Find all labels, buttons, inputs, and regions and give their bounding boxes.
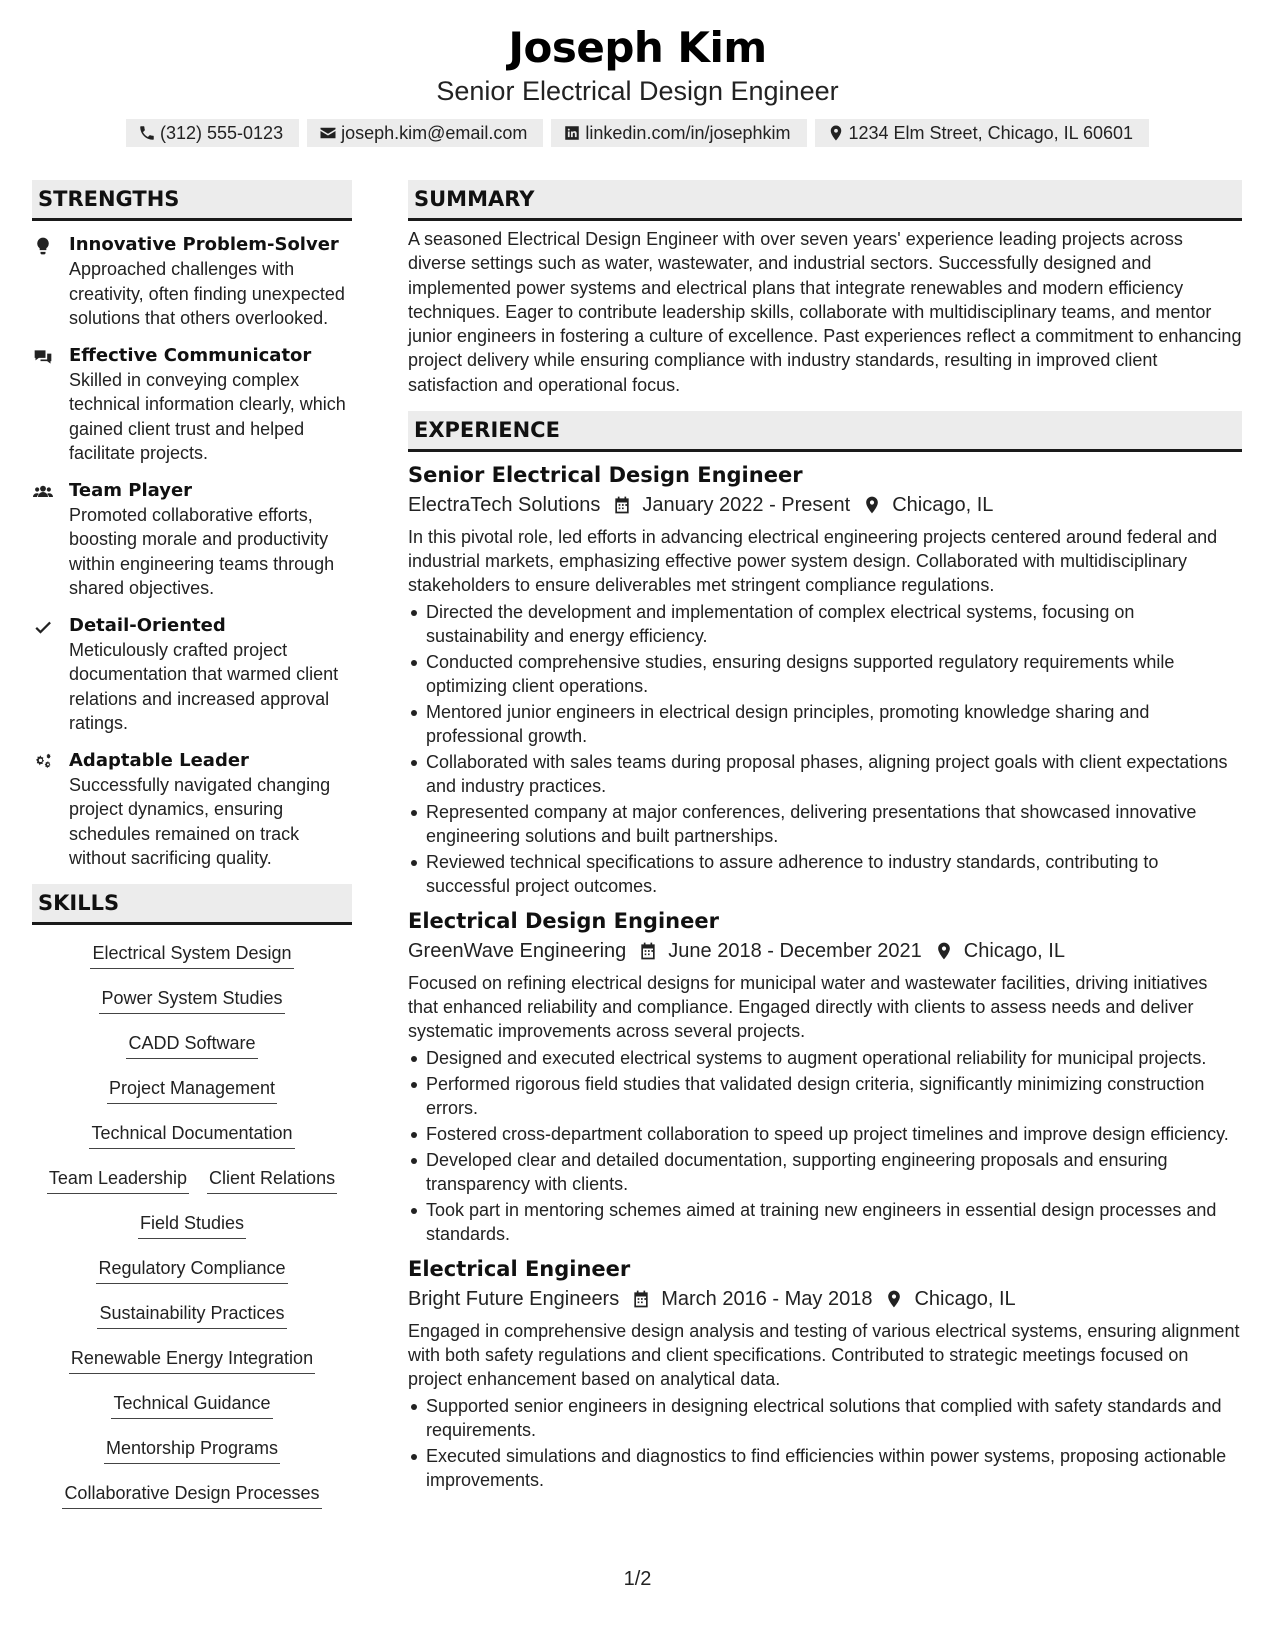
job-dates: January 2022 - Present: [642, 494, 851, 517]
strength-description: Successfully navigated changing project dynamics, ensuring schedules remained on track without sacrificing quality.: [69, 774, 331, 868]
strength-item: [32, 749, 352, 871]
strength-title: Effective Communicator: [69, 344, 312, 366]
summary-heading: SUMMARY: [408, 180, 1242, 221]
map-pin-icon: [934, 941, 954, 961]
skill-tag: Technical Documentation: [89, 1119, 294, 1149]
contact-address-text: 1234 Elm Street, Chicago, IL 60601: [848, 122, 1134, 143]
contact-linkedin: [551, 119, 806, 147]
list-item: Executed simulations and diagnostics to find efficiencies within power systems, proposing actionable improvements.: [408, 1444, 1242, 1492]
job-title: Senior Electrical Design Engineer: [408, 463, 803, 488]
map-pin-icon: [827, 124, 845, 142]
phone-icon: [138, 124, 156, 142]
skill-tag: Project Management: [107, 1074, 277, 1104]
comments-icon: [32, 347, 54, 367]
envelope-icon: [319, 124, 337, 142]
list-item: Performed rigorous field studies that validated design criteria, significantly minimizing construction errors.: [408, 1072, 1242, 1120]
skill-tag: Regulatory Compliance: [96, 1254, 287, 1284]
gears-icon: [32, 752, 54, 772]
strength-item: [32, 614, 352, 736]
contact-phone-text: (312) 555-0123: [159, 122, 284, 143]
contact-bar: [0, 119, 1275, 147]
job-title: Electrical Engineer: [408, 1257, 631, 1282]
list-item: Developed clear and detailed documentation, supporting engineering proposals and ensuring transparency with clients.: [408, 1148, 1242, 1196]
list-item: Conducted comprehensive studies, ensuring designs supported regulatory requirements while optimizing client operations.: [408, 650, 1242, 698]
job-bullets: [408, 1046, 1242, 1246]
job-location: Chicago, IL: [963, 940, 1065, 963]
job-description: Engaged in comprehensive design analysis and testing of various electrical systems, ensuring alignment with both safety regulations and client specifications. Contributed to strategic meetings focused on project enhancement based on analytical data.: [408, 1321, 1240, 1390]
skill-tag: Mentorship Programs: [104, 1434, 280, 1464]
strength-item: [32, 344, 352, 466]
job-entry: [408, 906, 1242, 1246]
job-title: Electrical Design Engineer: [408, 909, 719, 934]
job-bullets: [408, 1394, 1242, 1492]
skills-list: [32, 939, 352, 1524]
list-item: Supported senior engineers in designing electrical solutions that complied with safety standards and requirements.: [408, 1394, 1242, 1442]
job-location: Chicago, IL: [892, 494, 994, 517]
job-meta: [408, 936, 1242, 966]
resume-header: [0, 22, 1275, 147]
strengths-list: [32, 233, 352, 871]
contact-email-text[interactable]: joseph.kim@email.com: [341, 122, 528, 143]
strength-title: Innovative Problem-Solver: [69, 234, 339, 255]
list-item: Directed the development and implementation of complex electrical systems, focusing on sustainability and energy efficiency.: [408, 600, 1242, 648]
job-meta: [408, 1284, 1242, 1314]
contact-email: [307, 119, 543, 147]
list-item: Represented company at major conferences, delivering presentations that showcased innovative engineering solutions and built partnerships.: [408, 800, 1242, 848]
candidate-title: Senior Electrical Design Engineer: [436, 76, 839, 106]
left-column: [32, 180, 352, 1524]
candidate-name: Joseph Kim: [508, 23, 767, 72]
contact-address: [815, 119, 1150, 147]
calendar-icon: [631, 1289, 651, 1309]
skill-tag: Technical Guidance: [111, 1389, 272, 1419]
linkedin-icon: [563, 124, 581, 142]
job-description: In this pivotal role, led efforts in advancing electrical engineering projects centered around federal and industrial markets, emphasizing effective power system design. Collaborated with multidisciplinary stakeholders to ensure deliverables met stringent compliance regulations.: [408, 527, 1218, 596]
job-location: Chicago, IL: [914, 1288, 1016, 1311]
strength-title: Adaptable Leader: [69, 749, 249, 771]
list-item: Took part in mentoring schemes aimed at training new engineers in essential design processes and standards.: [408, 1198, 1242, 1246]
strength-title: Team Player: [69, 479, 193, 501]
job-company: ElectraTech Solutions: [408, 494, 601, 517]
calendar-icon: [612, 495, 632, 515]
checkmark-icon: [32, 617, 54, 637]
map-pin-icon: [884, 1289, 904, 1309]
map-pin-icon: [862, 495, 882, 515]
job-description: Focused on refining electrical designs for municipal water and wastewater facilities, driving initiatives that enhanced reliability and compliance. Engaged directly with clients to assess needs and deliver systematic improvements across several projects.: [408, 973, 1208, 1042]
users-icon: [32, 482, 54, 502]
skill-tag: Renewable Energy Integration: [69, 1344, 315, 1374]
list-item: Reviewed technical specifications to assure adherence to industry standards, contributing to successful project outcomes.: [408, 850, 1242, 898]
list-item: Fostered cross-department collaboration to speed up project timelines and improve design efficiency.: [408, 1122, 1242, 1146]
strength-description: Skilled in conveying complex technical information clearly, which gained client trust and helped facilitate projects.: [69, 369, 346, 463]
skill-tag: Collaborative Design Processes: [62, 1479, 321, 1509]
strength-description: Meticulously crafted project documentation that warmed client relations and increased approval ratings.: [69, 639, 339, 733]
skill-tag: CADD Software: [126, 1029, 257, 1059]
skill-tag: Electrical System Design: [90, 939, 293, 969]
list-item: Collaborated with sales teams during proposal phases, aligning project goals with client expectations and industry practices.: [408, 750, 1242, 798]
experience-heading: EXPERIENCE: [408, 411, 1242, 452]
job-company: GreenWave Engineering: [408, 940, 627, 963]
skill-tag: Sustainability Practices: [97, 1299, 286, 1329]
strength-item: [32, 479, 352, 601]
right-column: [408, 180, 1242, 1494]
lightbulb-icon: [32, 236, 54, 256]
job-company: Bright Future Engineers: [408, 1288, 620, 1311]
skill-tag: Client Relations: [207, 1164, 337, 1194]
job-dates: March 2016 - May 2018: [661, 1288, 873, 1311]
strength-title: Detail-Oriented: [69, 614, 226, 636]
page-number: 1/2: [623, 1568, 652, 1590]
skill-tag: Power System Studies: [99, 984, 284, 1014]
contact-linkedin-text[interactable]: linkedin.com/in/josephkim: [585, 122, 791, 143]
strength-description: Promoted collaborative efforts, boosting morale and productivity within engineering teams through shared objectives.: [69, 504, 335, 598]
strengths-heading: STRENGTHS: [32, 180, 352, 221]
skills-heading: SKILLS: [32, 884, 352, 925]
job-dates: June 2018 - December 2021: [668, 940, 922, 963]
summary-text: A seasoned Electrical Design Engineer with over seven years' experience leading projects across diverse settings such as water, wastewater, and industrial sectors. Successfully designed and implemented power systems and electrical plans that integrate renewables and modern efficiency techniques. Eager to contribute leadership skills, collaborate with multidisciplinary teams, and mentor junior engineers in fostering a culture of excellence. Past experiences reflect a commitment to enhancing project delivery while ensuring compliance with industry standards, resulting in improved client satisfaction and operational focus.: [408, 229, 1242, 395]
contact-phone: [126, 119, 299, 147]
calendar-icon: [638, 941, 658, 961]
strength-item: [32, 233, 352, 331]
job-entry: [408, 1254, 1242, 1492]
job-entry: [408, 460, 1242, 898]
skill-tag: Field Studies: [138, 1209, 246, 1239]
list-item: Mentored junior engineers in electrical design principles, promoting knowledge sharing and professional growth.: [408, 700, 1242, 748]
list-item: Designed and executed electrical systems to augment operational reliability for municipal projects.: [408, 1046, 1242, 1070]
job-bullets: [408, 600, 1242, 898]
strength-description: Approached challenges with creativity, often finding unexpected solutions that others overlooked.: [69, 259, 345, 328]
job-meta: [408, 490, 1242, 520]
skill-tag: Team Leadership: [47, 1164, 189, 1194]
